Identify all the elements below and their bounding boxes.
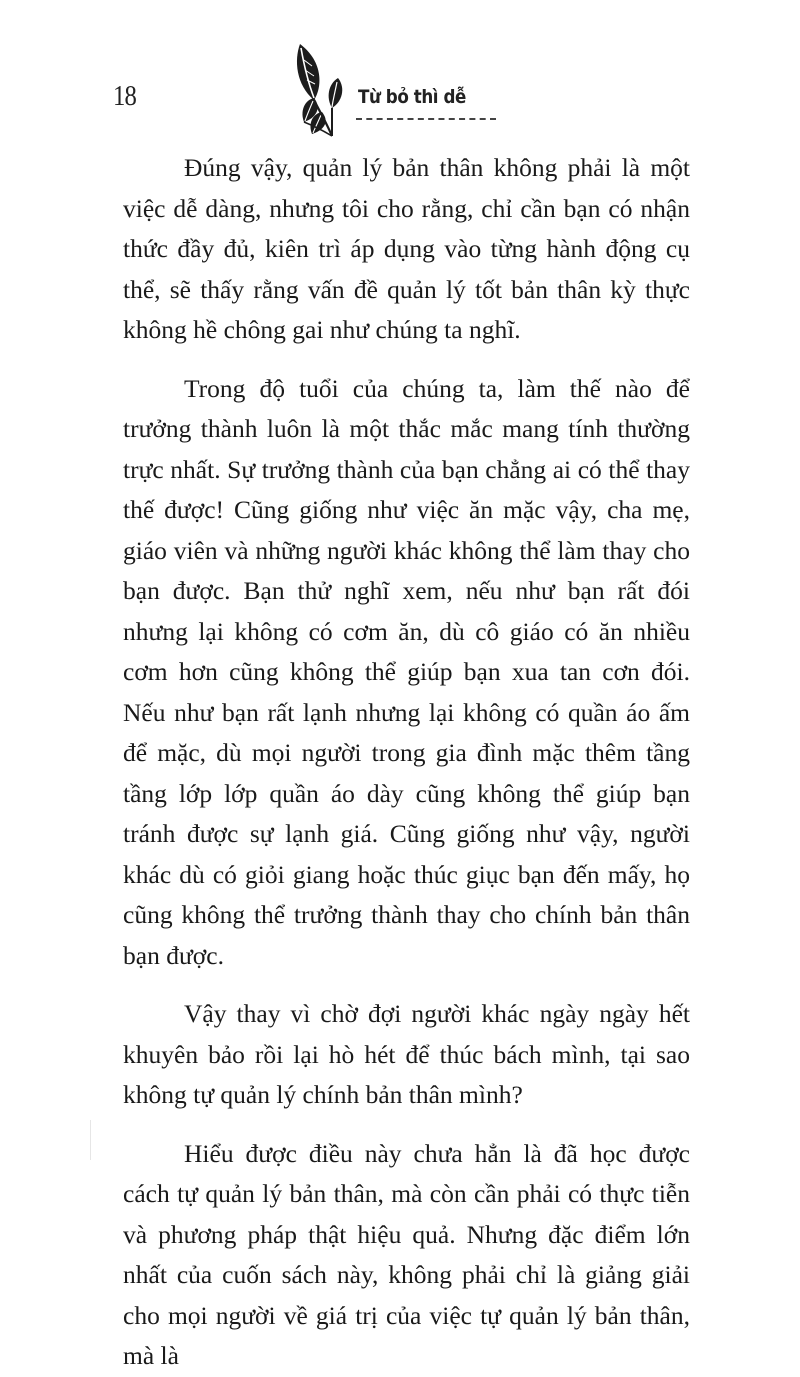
paragraph-3: Vậy thay vì chờ đợi người khác ngày ngày hết khuyên bảo rồi lại hò hét để thúc bách mình, tại sao không tự quản lý chính bản thân mình? <box>123 999 690 1109</box>
margin-mark <box>90 1120 91 1160</box>
running-header <box>358 86 481 108</box>
paragraph-2: Trong độ tuổi của chúng ta, làm thế nào để trưởng thành luôn là một thắc mắc mang tính thường trực nhất. Sự trưởng thành của bạn chẳng ai có thể thay thế được! Cũng giống như việc ăn mặc vậy, cha mẹ, giáo viên và những người khác không thể làm thay cho bạn được. Bạn thử nghĩ xem, nếu như bạn rất đói nhưng lại không có cơm ăn, dù cô giáo có ăn nhiều cơm hơn cũng không thể giúp bạn xua tan cơn đói. Nếu như bạn rất lạnh nhưng lại không có quần áo ấm để mặc, dù mọi người trong gia đình mặc thêm tầng tầng lớp lớp quần áo dày cũng không thể giúp bạn tránh được sự lạnh giá. Cũng giống như vậy, người khác dù có giỏi giang hoặc thúc giục bạn đến mấy, họ cũng không thể trưởng thành thay cho chính bản thân bạn được. <box>123 373 690 970</box>
page-number: 18 <box>113 80 136 112</box>
paragraph-4: Hiểu được điều này chưa hẳn là đã học được cách tự quản lý bản thân, mà còn cần phải có thực tiễn và phương pháp thật hiệu quả. Nhưng đặc điểm lớn nhất của cuốn sách này, không phải chỉ là giảng giải cho mọi người về giá trị của việc tự quản lý bản thân, mà là <box>123 1138 690 1370</box>
header-dashed-rule <box>356 118 496 120</box>
paragraph-1: Đúng vậy, quản lý bản thân không phải là một việc dễ dàng, nhưng tôi cho rằng, chỉ cần bạn có nhận thức đầy đủ, kiên trì áp dụng vào từng hành động cụ thể, sẽ thấy rằng vấn đề quản lý tốt bản thân kỳ thực không hề chông gai như chúng ta nghĩ. <box>123 153 690 344</box>
running-title: Từ bỏ thì dễ <box>358 86 466 108</box>
leaf-sprig-icon <box>292 40 362 140</box>
body-text <box>123 148 690 1377</box>
